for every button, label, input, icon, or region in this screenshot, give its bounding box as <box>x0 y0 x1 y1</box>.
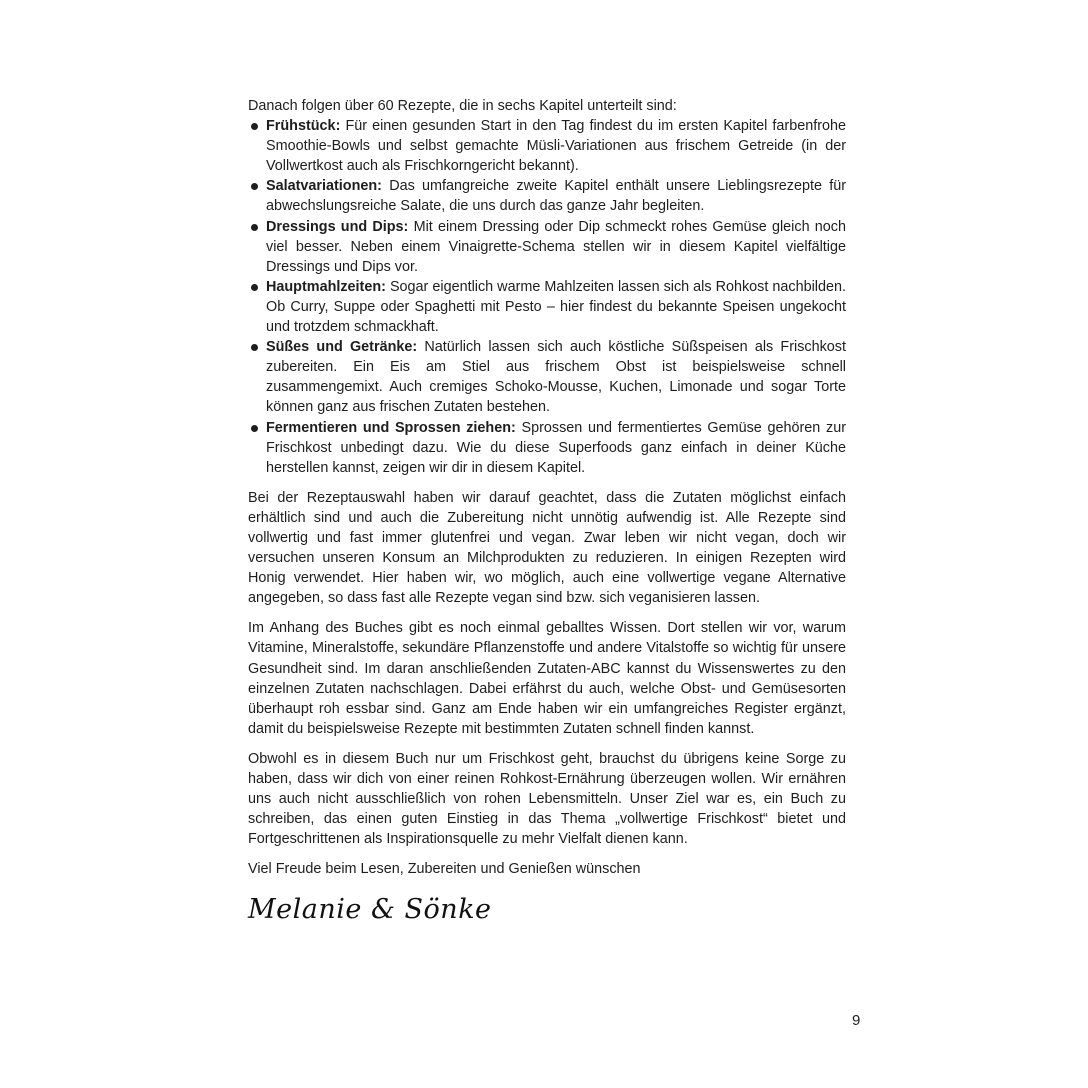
bullet-icon <box>251 344 258 351</box>
chapter-text: Sogar eigentlich warme Mahlzeiten lassen sich als Rohkost nachbilden. Ob Curry, Suppe oder Spaghetti mit Pesto – hier findest du bekannte Speisen ungekocht und trotzdem schmackhaft. <box>266 278 846 336</box>
chapter-text: Das umfangreiche zweite Kapitel enthält unsere Lieblingsrezepte für abwechslungsreiche Salate, die uns durch das ganze Jahr begleiten. <box>266 178 847 215</box>
paragraph-raw-food-note: Obwohl es in diesem Buch nur um Frischkost geht, brauchst du übrigens keine Sorge zu haben, dass wir dich von einer reinen Rohkost-Ernährung überzeugen wollen. Wir ernähren uns auch nicht ausschließlich von rohen Lebensmitteln. Unser Ziel war es, ein Buch zu schreiben, das einen guten Einstieg in das Thema „vollwertige Frischkost“ bietet und Fortgeschrittenen als Inspirationsquelle zu mehr Vielfalt dienen kann. <box>248 750 846 848</box>
bullet-icon <box>251 425 258 432</box>
chapter-title: Salatvariationen: <box>266 178 382 195</box>
list-item <box>248 337 846 417</box>
list-item <box>248 217 846 277</box>
list-item <box>248 277 846 337</box>
paragraph-appendix: Im Anhang des Buches gibt es noch einmal geballtes Wissen. Dort stellen wir vor, warum Vitamine, Mineralstoffe, sekundäre Pflanzenstoffe und andere Vitalstoffe so wichtig für unsere Gesundheit sind. Im daran anschließenden Zutaten-ABC kannst du Wissenswertes zu den einzelnen Zutaten nachschlagen. Dabei erfährst du auch, welche Obst- und Gemüsesorten überhaupt roh essbar sind. Ganz am Ende haben wir ein umfangreiches Register ergänzt, damit du beispielsweise Rezepte mit bestimmten Zutaten schnell finden kannst. <box>248 620 846 737</box>
chapter-title: Dressings und Dips: <box>266 218 409 235</box>
chapter-title: Fermentieren und Sprossen ziehen: <box>266 419 516 436</box>
chapter-text: Sprossen und fermentiertes Gemüse gehören zur Frischkost unbedingt dazu. Wie du diese Superfoods ganz einfach in deiner Küche herstellen kannst, zeigen wir dir in diesem Kapitel. <box>266 419 846 476</box>
bullet-icon <box>251 123 258 130</box>
chapter-text: Für einen gesunden Start in den Tag findest du im ersten Kapitel farbenfrohe Smoothie-Bowls und selbst gemachte Müsli-Variationen aus frischem Getreide (in der Vollwertkost auch als Frischkorngericht bekannt). <box>266 118 847 175</box>
list-item <box>248 116 846 176</box>
signature: Melanie & Sönke <box>248 894 492 926</box>
bullet-icon <box>251 224 258 231</box>
bullet-icon <box>251 183 258 190</box>
chapter-text: Mit einem Dressing oder Dip schmeckt rohes Gemüse gleich noch viel besser. Neben einem Vinaigrette-Schema stellen wir in diesem Kapitel vielfältige Dressings und Dips vor. <box>266 218 846 275</box>
page-content <box>248 96 846 927</box>
closing-line: Viel Freude beim Lesen, Zubereiten und Genießen wünschen <box>248 861 641 878</box>
intro-text: Danach folgen über 60 Rezepte, die in sechs Kapitel unterteilt sind: <box>248 98 677 114</box>
bullet-icon <box>251 284 258 291</box>
chapter-text: Natürlich lassen sich auch köstliche Süßspeisen als Frischkost zubereiten. Ein Eis am Stiel aus frischem Obst ist beispielsweise schnell zusammengemixt. Auch cremiges Schoko-Mousse, Kuchen, Limonade und sogar Torte können ganz aus frischen Zutaten bestehen. <box>266 339 846 416</box>
chapter-title: Süßes und Getränke: <box>266 339 418 356</box>
list-item <box>248 418 846 478</box>
paragraph-recipe-selection: Bei der Rezeptauswahl haben wir darauf geachtet, dass die Zutaten möglichst einfach erhältlich sind und auch die Zubereitung nicht unnötig aufwendig ist. Alle Rezepte sind vollwertig und fast immer glutenfrei und vegan. Zwar leben wir nicht vegan, doch wir versuchen unseren Konsum an Milchprodukten zu reduzieren. In einigen Rezepten wird Honig verwendet. Hier haben wir, wo möglich, auch eine vollwertige vegane Alternative angegeben, so dass fast alle Rezepte vegan sind bzw. sich veganisieren lassen. <box>248 489 846 607</box>
chapter-title: Hauptmahlzeiten: <box>266 278 386 295</box>
list-item <box>248 176 846 216</box>
chapter-title: Frühstück: <box>266 118 341 135</box>
page-number: 9 <box>852 1012 861 1029</box>
chapter-list <box>248 116 846 478</box>
